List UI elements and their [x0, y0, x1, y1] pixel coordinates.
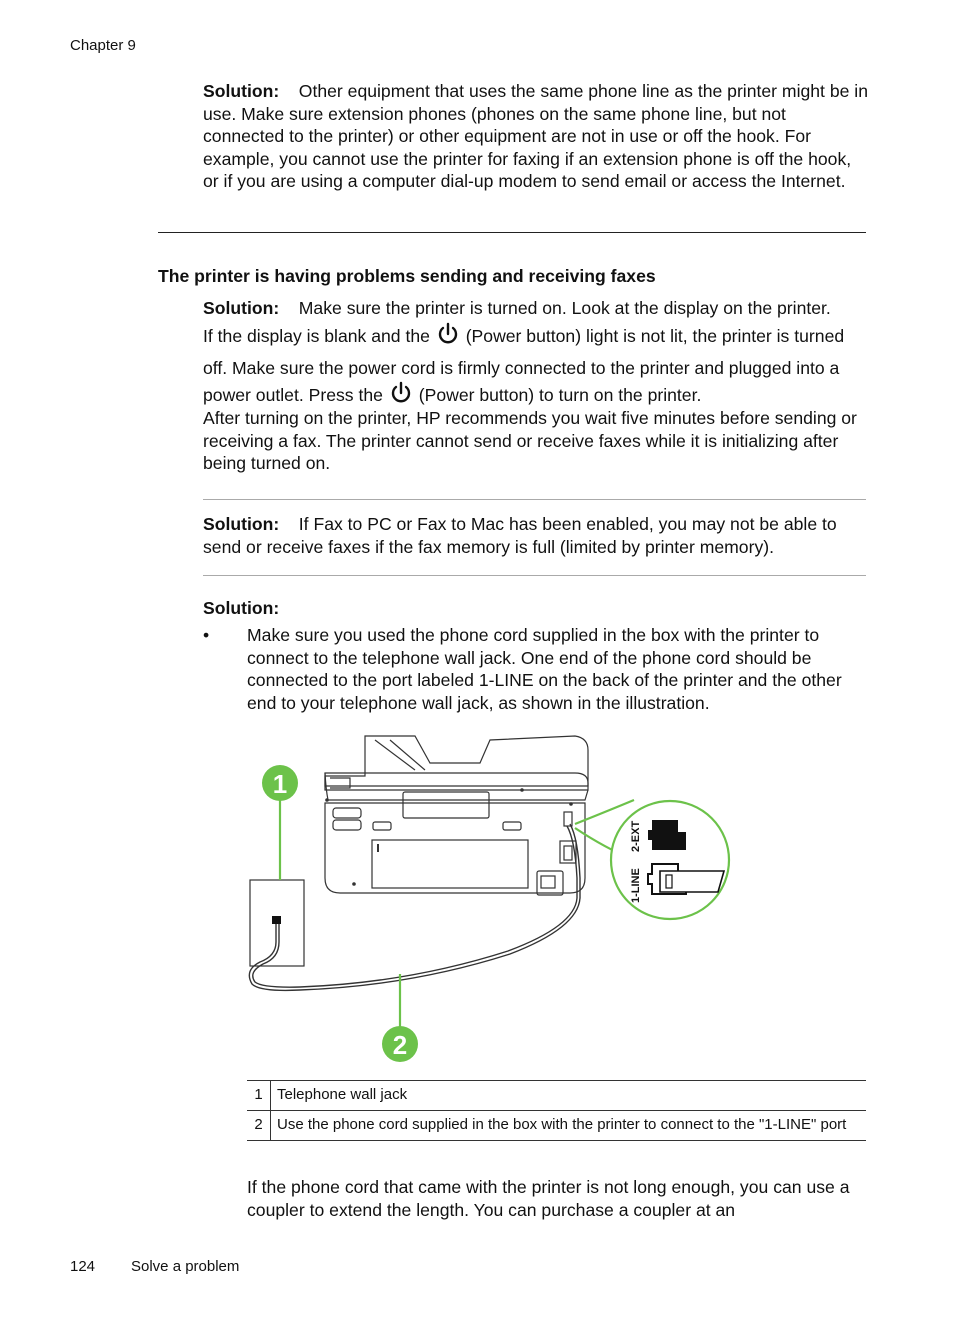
- callout-badge-2: [382, 1026, 418, 1062]
- phone-connection-illustration: [240, 728, 740, 1068]
- solution-label: Solution:: [203, 514, 280, 534]
- solution-text: If Fax to PC or Fax to Mac has been enabled, you may not be able to send or receive faxes if the fax memory is full (limited by printer memory).: [203, 514, 837, 557]
- table-row: [247, 1111, 866, 1141]
- solution-label: Solution:: [203, 298, 280, 318]
- port-label-2-ext: 2-EXT: [630, 820, 642, 852]
- callout-leaders: [280, 800, 634, 1028]
- legend-text: Use the phone cord supplied in the box with the printer to connect to the "1-LINE" port: [277, 1116, 847, 1133]
- table-row: [247, 1081, 866, 1111]
- printer-drawing: [325, 736, 588, 895]
- bullet-marker: •: [203, 625, 210, 645]
- legend-number: 1: [247, 1081, 271, 1111]
- power-text-a: If the display is blank and the: [203, 326, 430, 346]
- power-button-icon: [437, 322, 459, 356]
- solution-label: Solution:: [203, 598, 280, 618]
- solution-power-paragraph: [203, 322, 868, 415]
- illustration-legend-table: [247, 1080, 866, 1141]
- page-number: 124: [70, 1258, 96, 1275]
- bullet-text: Make sure you used the phone cord supplied in the box with the printer to connect to the telephone wall jack. One end of the phone cord should be connected to the port labeled 1-LINE on the back of the printer and the other end to your telephone wall jack, as shown in the illustration.: [247, 625, 842, 713]
- divider: [203, 499, 866, 500]
- solution-wait-paragraph: After turning on the printer, HP recommends you wait five minutes before sending or receiving a fax. The printer cannot send or receive faxes while it is initializing after being turned on.: [203, 408, 857, 474]
- solution-other-equipment: [203, 80, 868, 193]
- solution-fax-memory: [203, 513, 868, 558]
- port-label-1-line: 1-LINE: [630, 868, 642, 903]
- power-text-c: (Power button) to turn on the printer.: [418, 385, 702, 405]
- solution-text: Other equipment that uses the same phone line as the printer might be in use. Make sure extension phones (phones on the same phone line, but not connected to the printer) or other equipment are not in use or off the hook. For example, you cannot use the printer for faxing if an extension phone is off the hook, or if you are using a computer dial-up modem to send email or access the Internet.: [203, 81, 868, 192]
- callout-number: 2: [392, 1030, 408, 1060]
- solution-label: Solution:: [203, 81, 280, 101]
- solution-text: Make sure the printer is turned on. Look at the display on the printer.: [298, 298, 831, 318]
- section-divider: [158, 232, 866, 233]
- footer-section: Solve a problem: [131, 1258, 240, 1275]
- legend-number: 2: [247, 1111, 271, 1141]
- power-text-b: (Power button) light is not lit, the printer is turned off. Make sure the power cord is firmly connected to the printer and plugged into a power outlet. Press the: [203, 326, 845, 405]
- callout-badge-1: [262, 765, 298, 801]
- solution-power-line1: [203, 297, 868, 320]
- divider: [203, 575, 866, 576]
- legend-text: Telephone wall jack: [277, 1086, 408, 1103]
- port-detail-callout: [611, 801, 729, 919]
- callout-number: 1: [272, 769, 288, 799]
- section-heading: The printer is having problems sending and receiving faxes: [158, 266, 656, 286]
- chapter-header: Chapter 9: [70, 37, 136, 54]
- coupler-paragraph: If the phone cord that came with the printer is not long enough, you can use a coupler to extend the length. You can purchase a coupler at an: [247, 1177, 850, 1220]
